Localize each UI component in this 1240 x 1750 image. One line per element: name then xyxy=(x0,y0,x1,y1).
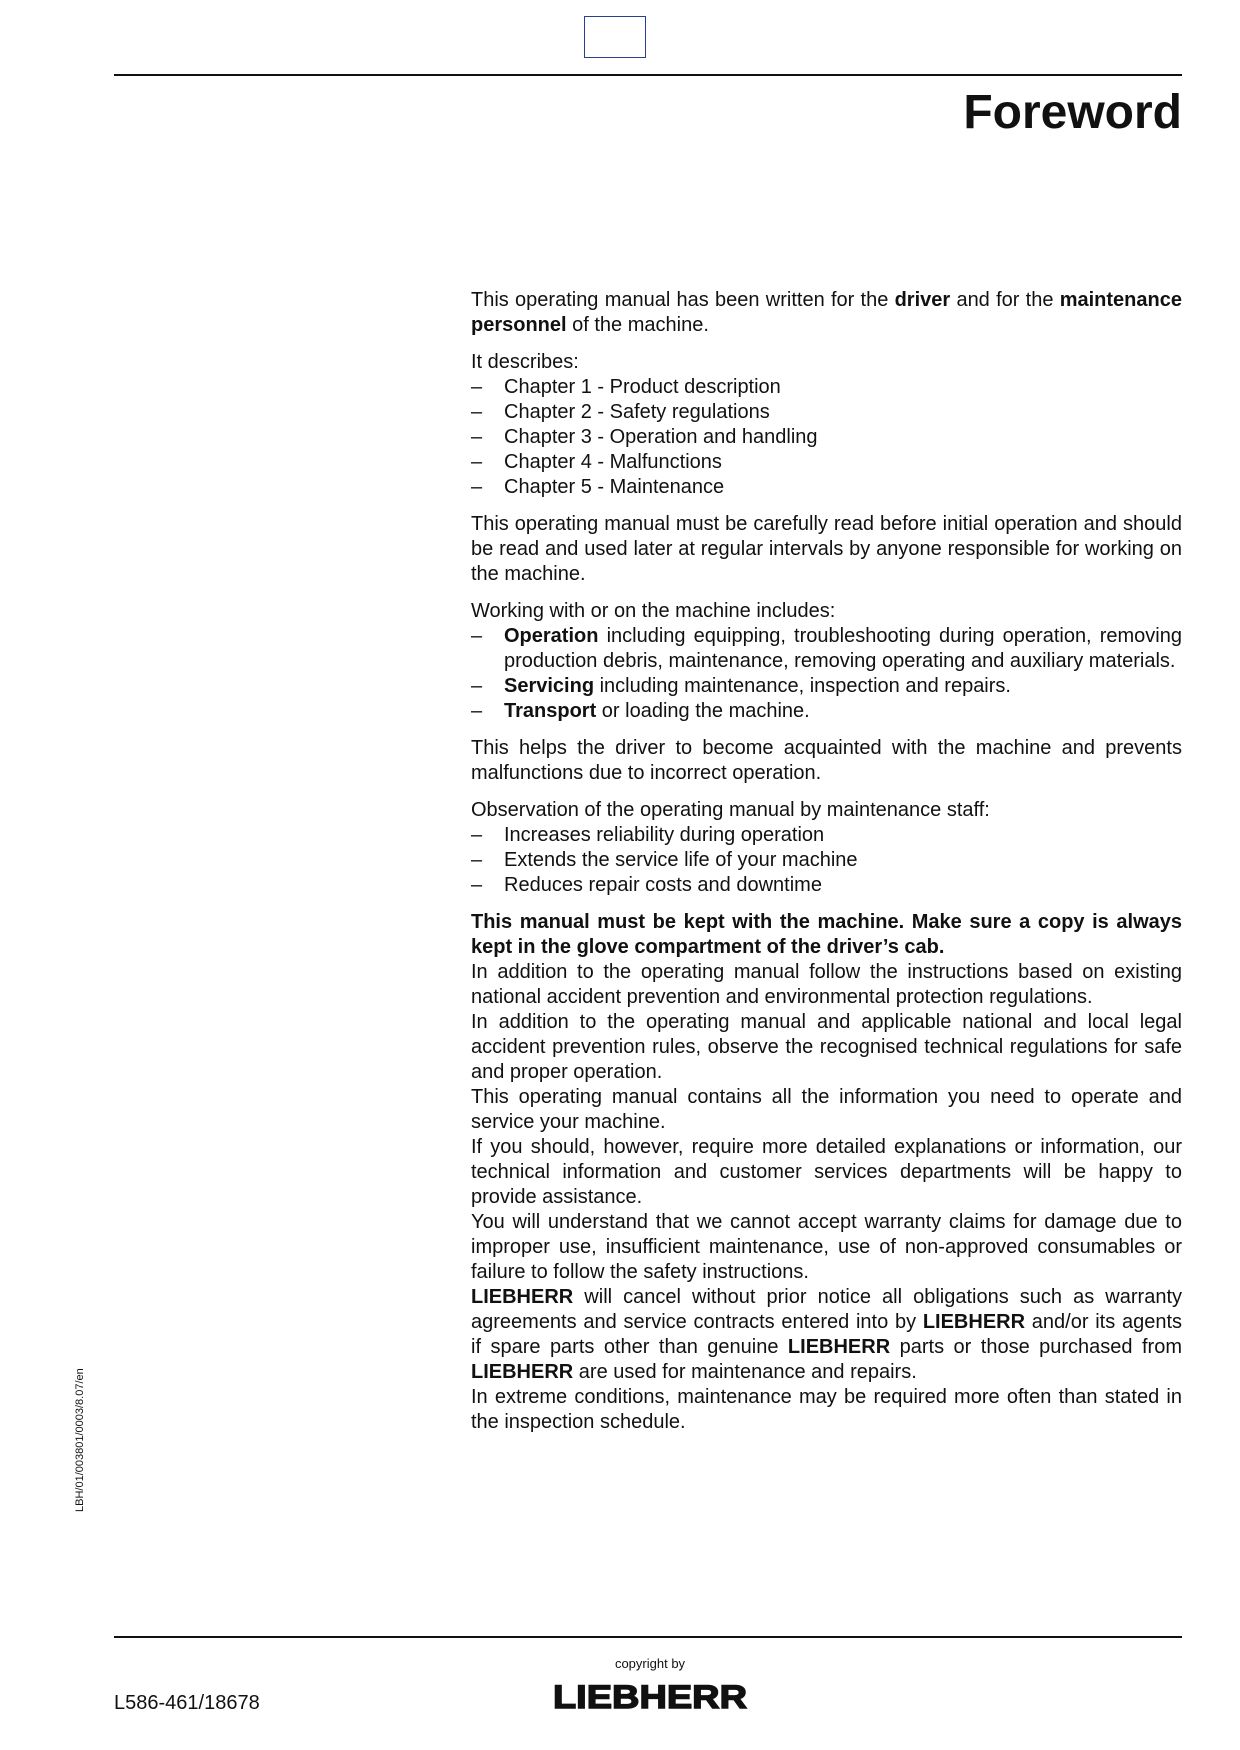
observation-lead: Observation of the operating manual by maintenance staff: xyxy=(471,799,990,821)
foreword-content xyxy=(471,288,1182,1435)
extreme-paragraph: In extreme conditions, maintenance may be required more often than stated in the inspection schedule. xyxy=(471,1386,1182,1433)
helps-paragraph: This helps the driver to become acquainted with the machine and prevents malfunctions due to incorrect operation. xyxy=(471,737,1182,784)
list-item: – Chapter 2 - Safety regulations xyxy=(471,401,770,423)
observation-list xyxy=(471,823,1182,898)
document-number: L586-461/18678 xyxy=(114,1692,260,1714)
warranty-paragraph: You will understand that we cannot accept warranty claims for damage due to improper use, insufficient maintenance, use of non-approved consumables or failure to follow the safety instructions. xyxy=(471,1211,1182,1283)
national-paragraph: In addition to the operating manual follow the instructions based on existing national accident prevention and environmental protection regulations. xyxy=(471,961,1182,1008)
list-item: – Increases reliability during operation xyxy=(471,824,825,846)
keep-manual-notice: This manual must be kept with the machine. Make sure a copy is always kept in the glove compartment of the driver’s cab. xyxy=(471,911,1182,958)
list-item: – Operation including equipping, troubleshooting during operation, removing production debris, maintenance, removing operating and auxiliary materials. xyxy=(471,625,1182,672)
page-title: Foreword xyxy=(963,86,1182,139)
list-item: – Chapter 3 - Operation and handling xyxy=(471,426,818,448)
list-item: – Chapter 4 - Malfunctions xyxy=(471,451,722,473)
page-number-box xyxy=(584,16,646,58)
chapter-list xyxy=(471,375,1182,500)
liebherr-logo xyxy=(552,1682,748,1712)
read-paragraph: This operating manual must be carefully read before initial operation and should be read and used later at regular intervals by anyone responsible for working on the machine. xyxy=(471,513,1182,585)
list-item: – Reduces repair costs and downtime xyxy=(471,874,822,896)
document-code: LBH/01/003801/0003/8.07/en xyxy=(74,1368,86,1512)
list-item: – Transport or loading the machine. xyxy=(471,700,810,722)
describes-lead: It describes: xyxy=(471,351,579,373)
working-lead: Working with or on the machine includes: xyxy=(471,600,836,622)
intro-paragraph: This operating manual has been written for the driver and for the maintenance personnel of the machine. xyxy=(471,289,1182,336)
list-item: – Chapter 5 - Maintenance xyxy=(471,476,725,498)
legal-paragraph: In addition to the operating manual and applicable national and local legal accident prevention rules, observe the recognised technical regulations for safe and proper operation. xyxy=(471,1011,1182,1083)
detailed-paragraph: If you should, however, require more detailed explanations or information, our technical information and customer services departments will be happy to provide assistance. xyxy=(471,1136,1182,1208)
footer-rule xyxy=(114,1636,1182,1638)
header-rule xyxy=(114,74,1182,76)
contains-paragraph: This operating manual contains all the information you need to operate and service your machine. xyxy=(471,1086,1182,1133)
liebherr-paragraph: LIEBHERR will cancel without prior notice all obligations such as warranty agreements and service contracts entered into by LIEBHERR and/or its agents if spare parts other than genuine LIEBHERR parts or those purchased from LIEBHERR are used for maintenance and repairs. xyxy=(471,1286,1182,1383)
list-item: – Chapter 1 - Product description xyxy=(471,376,781,398)
working-list xyxy=(471,624,1182,724)
list-item: – Extends the service life of your machine xyxy=(471,849,858,871)
copyright-label: copyright by xyxy=(614,1656,686,1671)
list-item: – Servicing including maintenance, inspection and repairs. xyxy=(471,675,1011,697)
svg-text:LIEBHERR: LIEBHERR xyxy=(553,1682,747,1712)
